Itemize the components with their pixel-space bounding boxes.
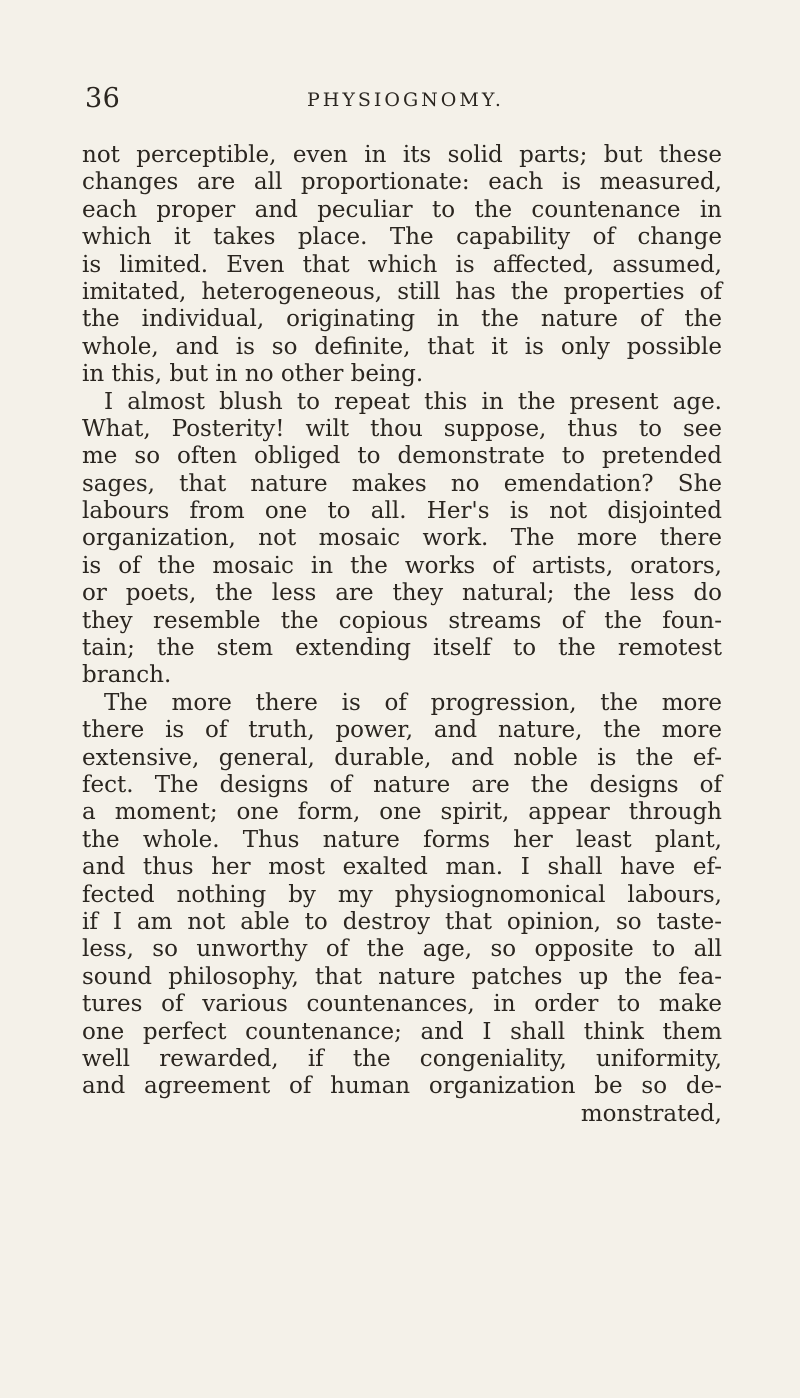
text-line: branch. [82,662,172,689]
text-line: which it takes place. The capability of change [82,224,722,251]
text-line: I almost blush to repeat this in the present age. [104,388,722,415]
text-line: sound philosophy, that nature patches up the fea- [82,963,722,990]
text-line: imitated, heterogeneous, still has the properties of [82,278,722,305]
text-line: a moment; one form, one spirit, appear through [82,799,722,826]
text-line: the individual, originating in the nature of the [82,306,722,333]
text-line: well rewarded, if the congeniality, uniformity, [82,1045,722,1072]
text-line: labours from one to all. Her's is not disjointed [82,498,722,525]
text-line: monstrated, [580,1100,722,1127]
text-line: tain; the stem extending itself to the remotest [82,635,722,662]
text-line: in this, but in no other being. [82,361,424,388]
text-line: each proper and peculiar to the countenance in [82,196,722,223]
text-line: they resemble the copious streams of the foun- [82,607,722,634]
body-text [82,142,722,1128]
text-line: is limited. Even that which is affected, assumed, [82,251,722,278]
running-title: PHYSIOGNOMY. [307,89,504,111]
text-line: less, so unworthy of the age, so opposite to all [82,936,722,963]
running-head [85,84,715,114]
page-number: 36 [85,83,121,114]
text-line: fect. The designs of nature are the designs of [82,771,722,798]
text-line: tures of various countenances, in order to make [82,991,722,1018]
text-line: me so often obliged to demonstrate to pretended [82,443,722,470]
text-line: fected nothing by my physiognomonical labours, [82,881,722,908]
text-line: sages, that nature makes no emendation? She [82,470,722,497]
text-line: or poets, the less are they natural; the less do [82,580,722,607]
text-line: The more there is of progression, the more [104,689,722,716]
text-line: is of the mosaic in the works of artists, orators, [82,552,722,579]
text-line: and agreement of human organization be so de- [82,1073,722,1100]
text-line: not perceptible, even in its solid parts; but these [82,142,722,168]
text-line: there is of truth, power, and nature, the more [82,717,722,744]
text-line: one perfect countenance; and I shall think them [82,1018,722,1045]
text-line: and thus her most exalted man. I shall have ef- [82,854,722,881]
text-line: organization, not mosaic work. The more there [82,525,722,552]
text-line: the whole. Thus nature forms her least plant, [82,826,722,853]
text-line: What, Posterity! wilt thou suppose, thus to see [82,415,722,442]
text-line: extensive, general, durable, and noble is the ef- [82,744,722,771]
text-line: if I am not able to destroy that opinion, so taste- [82,908,722,935]
text-line: changes are all proportionate: each is measured, [82,169,722,196]
text-line: whole, and is so definite, that it is only possible [82,333,722,360]
